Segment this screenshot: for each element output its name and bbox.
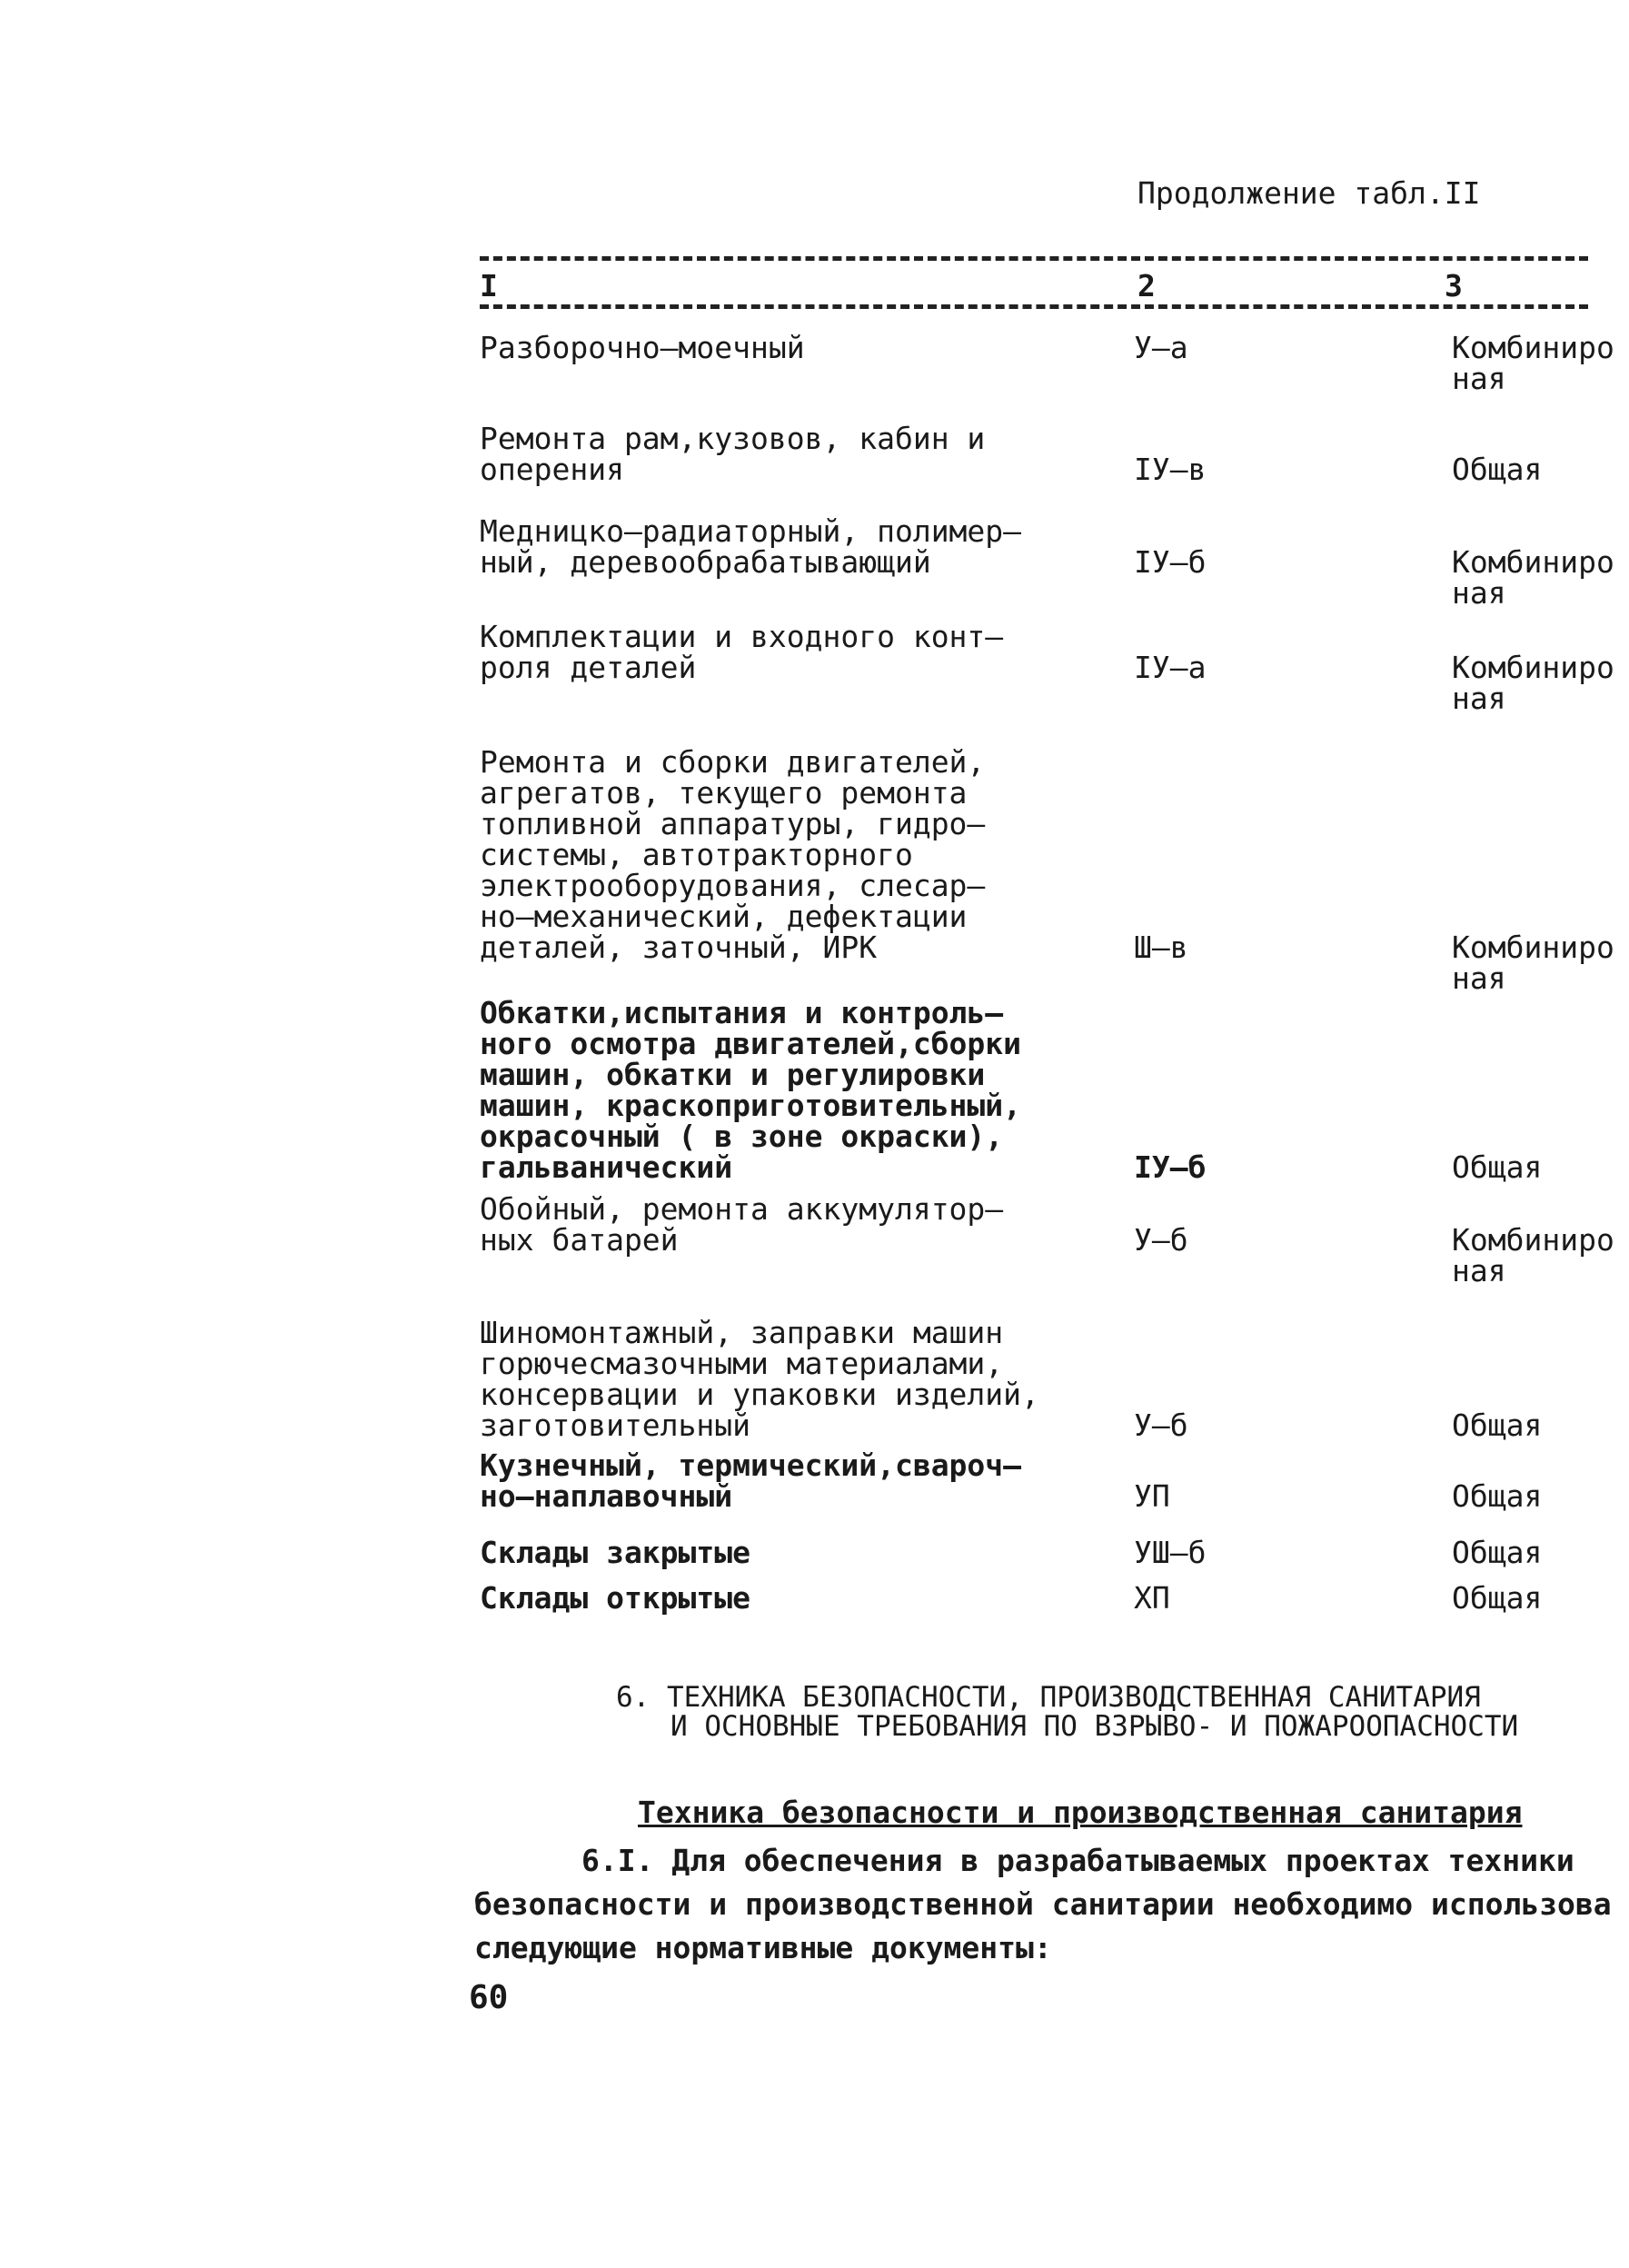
row-7-category: У–б — [1134, 1222, 1188, 1258]
row-9-workshop: Кузнечный, термический,свароч– но–наплавочный — [480, 1447, 1022, 1514]
row-4-ventilation: Комбиниро ная — [1452, 650, 1614, 716]
column-header-2: 2 — [1137, 268, 1156, 303]
column-header-1: I — [480, 268, 498, 303]
section-title-line-2: И ОСНОВНЫЕ ТРЕБОВАНИЯ ПО ВЗРЫВО- И ПОЖАРООПАСНОСТИ — [670, 1710, 1519, 1743]
section-title-line-1: 6. ТЕХНИКА БЕЗОПАСНОСТИ, ПРОИЗВОДСТВЕННАЯ САНИТАРИЯ — [616, 1681, 1481, 1714]
table-header-rule — [480, 304, 1588, 309]
row-4-workshop: Комплектации и входного конт– роля деталей — [480, 619, 1004, 685]
row-8-ventilation: Общая — [1452, 1408, 1543, 1443]
row-2-category: IУ–в — [1134, 452, 1207, 487]
row-7-ventilation: Комбиниро ная — [1452, 1222, 1614, 1288]
row-1-ventilation: Комбиниро ная — [1452, 330, 1614, 396]
row-7-workshop: Обойный, ремонта аккумулятор– ных батарей — [480, 1191, 1004, 1258]
row-1-workshop: Разборочно–моечный — [480, 330, 805, 365]
row-11-ventilation: Общая — [1452, 1580, 1543, 1616]
row-3-workshop: Медницко–радиаторный, полимер– ный, деревообрабатывающий — [480, 513, 1022, 580]
row-6-ventilation: Общая — [1452, 1149, 1543, 1185]
row-5-workshop: Ремонта и сборки двигателей, агрегатов, текущего ремонта топливной аппаратуры, гидро– системы, автотракторного электрооборудования, слесар– но–механический, дефектации деталей, заточный, ИРК — [480, 744, 986, 965]
row-11-workshop: Склады открытые — [480, 1580, 751, 1616]
row-3-ventilation: Комбиниро ная — [1452, 544, 1614, 611]
table-caption: Продолжение табл.II — [1137, 175, 1481, 211]
row-6-workshop: Обкатки,испытания и контроль– ного осмотра двигателей,сборки машин, обкатки и регулировки машин, краскоприготовительный, окрасочный ( в зоне окраски), гальванический — [480, 995, 1022, 1185]
row-2-workshop: Ремонта рам,кузовов, кабин и оперения — [480, 421, 986, 487]
row-10-ventilation: Общая — [1452, 1535, 1543, 1570]
row-8-workshop: Шиномонтажный, заправки машин горючесмазочными материалами, консервации и упаковки изделий, заготовительный — [480, 1315, 1039, 1443]
row-3-category: IУ–б — [1134, 544, 1207, 580]
row-4-category: IУ–а — [1134, 650, 1207, 685]
paragraph-line-3: следующие нормативные документы: — [474, 1930, 1052, 1965]
table-top-rule — [480, 256, 1588, 261]
row-10-category: УШ–б — [1134, 1535, 1207, 1570]
column-header-3: 3 — [1445, 268, 1463, 303]
row-2-ventilation: Общая — [1452, 452, 1543, 487]
row-10-workshop: Склады закрытые — [480, 1535, 751, 1570]
paragraph-line-2: безопасности и производственной санитарии необходимо использова — [474, 1886, 1612, 1922]
page-number: 60 — [469, 1979, 509, 2016]
row-8-category: У–б — [1134, 1408, 1188, 1443]
row-1-category: У–а — [1134, 330, 1188, 365]
row-5-ventilation: Комбиниро ная — [1452, 930, 1614, 996]
row-9-category: УП — [1134, 1478, 1170, 1514]
paragraph-line-1: 6.I. Для обеспечения в разрабатываемых проектах техники — [581, 1843, 1574, 1878]
row-5-category: Ш–в — [1134, 930, 1188, 965]
row-6-category: IУ–б — [1134, 1149, 1207, 1185]
row-9-ventilation: Общая — [1452, 1478, 1543, 1514]
section-subtitle: Техника безопасности и производственная санитария — [638, 1795, 1523, 1830]
row-11-category: ХП — [1134, 1580, 1170, 1616]
